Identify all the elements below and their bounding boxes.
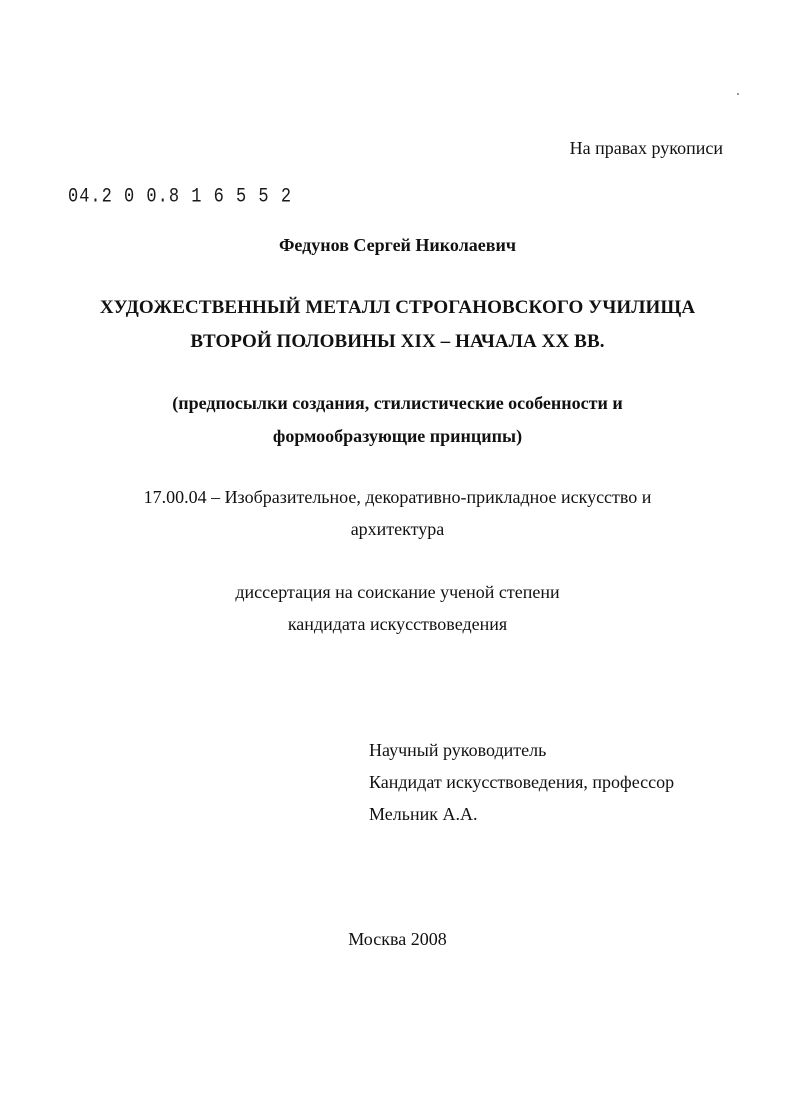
specialty-line-2: архитектура bbox=[350, 519, 445, 539]
rights-note: На правах рукописи bbox=[569, 138, 723, 158]
title-line-1: ХУДОЖЕСТВЕННЫЙ МЕТАЛЛ СТРОГАНОВСКОГО УЧИЛИЩА bbox=[99, 297, 696, 318]
subtitle-line-1: (предпосылки создания, стилистические особенности и bbox=[172, 393, 623, 413]
city-year: Москва 2008 bbox=[348, 929, 447, 949]
scan-speck bbox=[737, 93, 739, 95]
author-name: Федунов Сергей Николаевич bbox=[278, 235, 517, 255]
supervisor-rank: Кандидат искусствоведения, профессор bbox=[369, 772, 675, 792]
subtitle-line-2: формообразующие принципы) bbox=[272, 426, 523, 446]
degree-line-1: диссертация на соискание ученой степени bbox=[235, 582, 560, 602]
title-line-2: ВТОРОЙ ПОЛОВИНЫ XIX – НАЧАЛА XX ВВ. bbox=[190, 331, 605, 352]
registry-stamp: 04.2 0 0.8 1 6 5 5 2 bbox=[68, 186, 293, 209]
specialty-line-1: 17.00.04 – Изобразительное, декоративно-прикладное искусство и bbox=[143, 487, 652, 507]
degree-line-2: кандидата искусствоведения bbox=[287, 614, 508, 634]
supervisor-role: Научный руководитель bbox=[369, 740, 547, 760]
supervisor-name: Мельник А.А. bbox=[369, 804, 478, 824]
